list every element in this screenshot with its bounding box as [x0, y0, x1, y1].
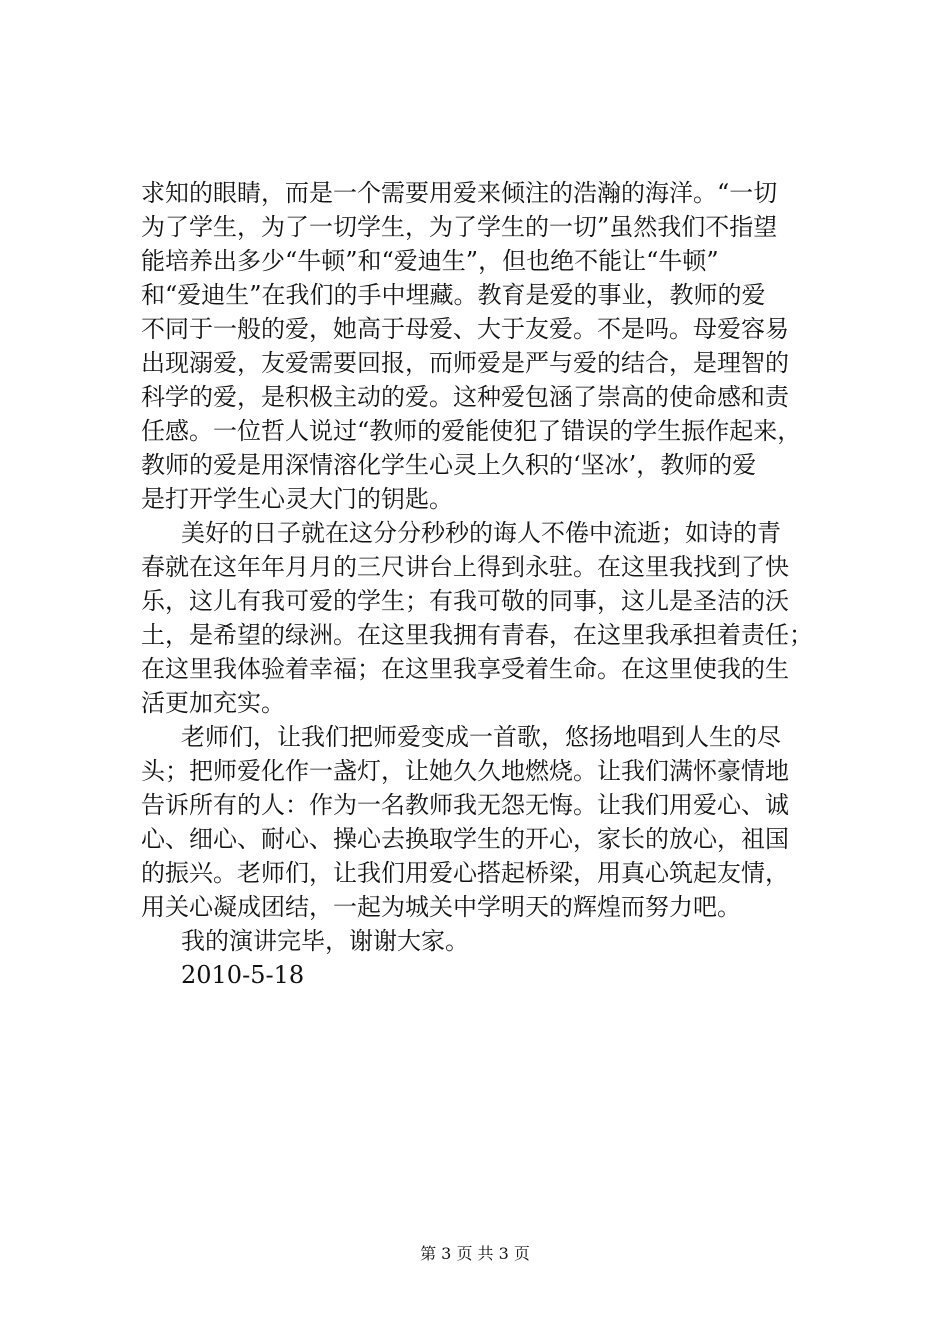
text-line: 不同于一般的爱，她高于母爱、大于友爱。不是吗。母爱容易 [141, 315, 789, 343]
text-line: 的振兴。老师们，让我们用爱心搭起桥梁，用真心筑起友情， [141, 859, 789, 887]
text-line: 乐，这儿有我可爱的学生；有我可敬的同事，这儿是圣洁的沃 [141, 587, 789, 615]
text-line: 教师的爱是用深情溶化学生心灵上久积的‘坚冰’，教师的爱 [141, 451, 757, 479]
text-line: 科学的爱，是积极主动的爱。这种爱包涵了崇高的使命感和责 [141, 383, 789, 411]
text-line: 在这里我体验着幸福；在这里我享受着生命。在这里使我的生 [141, 655, 789, 683]
closing-line: 我的演讲完毕，谢谢大家。 [181, 927, 469, 955]
text-line: 出现溺爱，友爱需要回报，而师爱是严与爱的结合，是理智的 [141, 349, 789, 377]
text-line: 春就在这年年月月的三尺讲台上得到永驻。在这里我找到了快 [141, 553, 789, 581]
page-number-footer: 第 3 页 共 3 页 [420, 1244, 530, 1263]
text-line: 求知的眼睛，而是一个需要用爱来倾注的浩瀚的海洋。“一切 [141, 179, 778, 207]
text-line: 为了学生，为了一切学生，为了学生的一切”虽然我们不指望 [141, 213, 778, 241]
date-line: 2010-5-18 [181, 961, 305, 989]
text-line: 活更加充实。 [141, 689, 285, 717]
text-line: 能培养出多少“牛顿”和“爱迪生”，但也绝不能让“牛顿” [141, 247, 719, 275]
text-line: 任感。一位哲人说过“教师的爱能使犯了错误的学生振作起来， [141, 417, 802, 445]
text-line: 告诉所有的人：作为一名教师我无怨无悔。让我们用爱心、诚 [141, 791, 789, 819]
paragraph-start-line: 美好的日子就在这分分秒秒的诲人不倦中流逝；如诗的青 [181, 519, 781, 547]
text-line: 头；把师爱化作一盏灯，让她久久地燃烧。让我们满怀豪情地 [141, 757, 789, 785]
text-line: 和“爱迪生”在我们的手中埋藏。教育是爱的事业，教师的爱 [141, 281, 766, 309]
text-line: 用关心凝成团结，一起为城关中学明天的辉煌而努力吧。 [141, 893, 741, 921]
text-line: 土，是希望的绿洲。在这里我拥有青春，在这里我承担着责任； [141, 621, 813, 649]
text-line: 是打开学生心灵大门的钥匙。 [141, 485, 453, 513]
text-line: 心、细心、耐心、操心去换取学生的开心，家长的放心，祖国 [141, 825, 789, 853]
paragraph-start-line: 老师们，让我们把师爱变成一首歌，悠扬地唱到人生的尽 [181, 723, 781, 751]
speech-body [141, 176, 813, 992]
